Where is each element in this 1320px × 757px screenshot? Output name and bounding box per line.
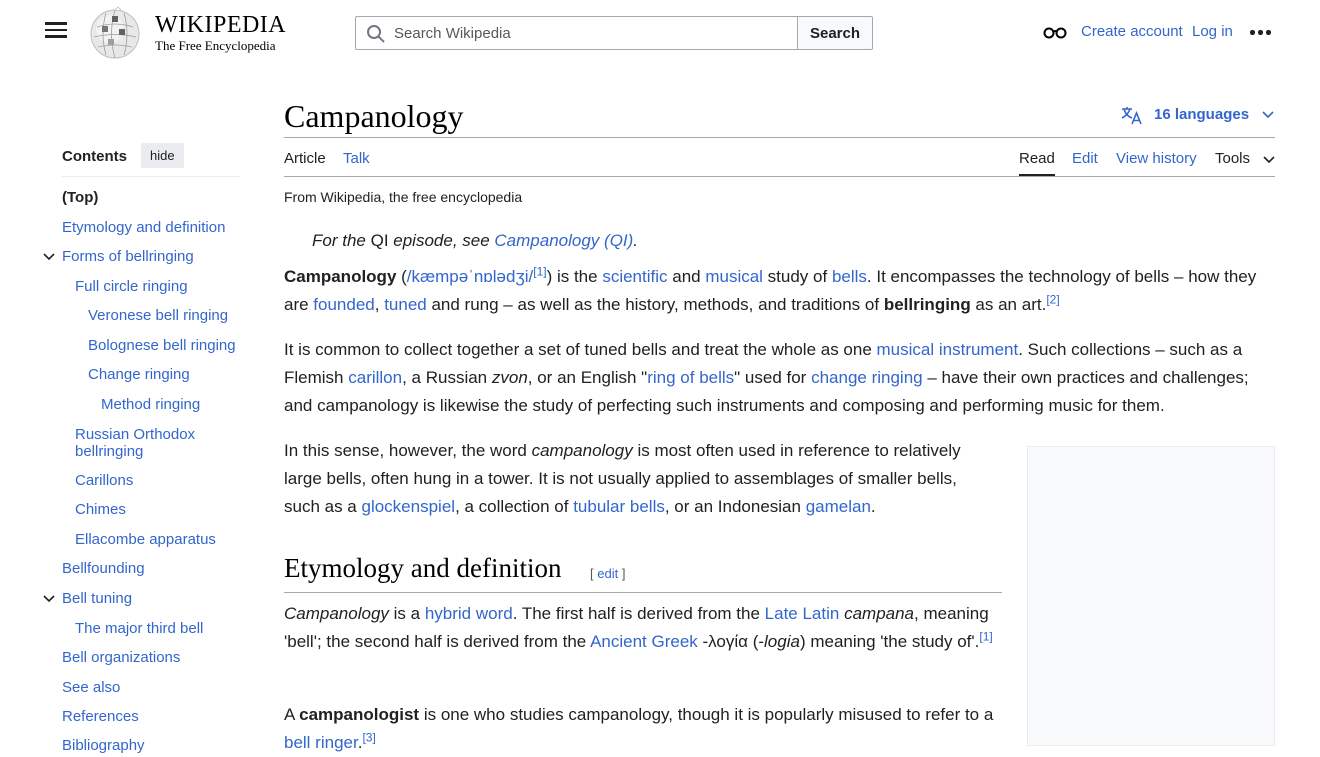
tab-article[interactable]: Article [284,150,326,167]
language-count: 16 languages [1154,106,1250,123]
hatnote-text: QI [370,231,389,250]
text: A [284,705,300,724]
search-box[interactable] [355,16,798,50]
article-link[interactable]: ring of bells [647,368,735,387]
intro-paragraph [284,263,1274,319]
chevron-down-icon[interactable] [1263,156,1275,164]
toc-item-see-also[interactable]: See also [62,679,121,696]
text: is most often used in reference to relatively large bells, often hung in a tower. It is not usually applied to assemblages of smaller bells, such as a [284,441,961,516]
toc-item-veronese[interactable]: Veronese bell ringing [88,307,229,324]
hatnote-link[interactable]: Campanology (QI) [494,231,634,250]
body-paragraph [284,600,1002,656]
toc-item-full-circle[interactable]: Full circle ringing [75,278,188,295]
ipa-link[interactable]: /kæmpəˈnɒlədʒi/ [406,267,534,286]
log-in-link[interactable]: Log in [1192,23,1233,40]
dot [1250,30,1255,35]
toc-item-method[interactable]: Method ringing [101,396,201,413]
body-paragraph [284,701,1002,757]
divider [284,176,1275,177]
dot [1266,30,1271,35]
text: as an art. [970,295,1047,314]
text: . [870,497,876,516]
text: , or an English " [527,368,648,387]
text: and rung – as well as the history, methods, and traditions of [426,295,884,314]
hamburger-line [45,35,67,38]
site-subtitle: From Wikipedia, the free encyclopedia [284,189,523,205]
article-link[interactable]: musical instrument [876,340,1019,359]
text: ( [396,267,407,286]
text: " used for [734,368,812,387]
search-button[interactable]: Search [797,16,873,50]
create-account-link[interactable]: Create account [1081,23,1183,40]
wikipedia-globe-icon[interactable] [88,7,142,59]
chevron-down-icon[interactable] [43,252,55,262]
toc-item-references[interactable]: References [62,708,139,725]
bold-term: Campanology [284,267,397,286]
toc-item-bolognese[interactable]: Bolognese bell ringing [88,337,236,354]
article-link[interactable]: bells [831,267,867,286]
toc-item-russian[interactable]: Russian Orthodox bellringing [75,426,196,460]
toc-item-bellfounding[interactable]: Bellfounding [62,560,145,577]
article-link[interactable]: founded [313,295,375,314]
hatnote-text: . [633,231,639,250]
dot [1258,30,1263,35]
article-link[interactable]: tuned [384,295,427,314]
article-link[interactable]: change ringing [811,368,923,387]
article-link[interactable]: bell ringer [284,733,358,752]
reference-link[interactable]: [3] [362,730,376,745]
italic-term: Campanology [284,604,389,623]
tab-talk[interactable]: Talk [343,150,370,167]
hatnote [312,231,638,251]
italic-term: campana [844,604,915,623]
site-header [0,0,1320,64]
infobox [1027,446,1275,746]
italic-term: campanology [531,441,633,460]
text: . The first half is derived from the [512,604,765,623]
text: . [357,733,363,752]
italic-term: logia [764,632,800,651]
toc-item-chimes[interactable]: Chimes [75,501,126,518]
bold-term: bellringing [883,295,971,314]
article-link[interactable]: hybrid word [424,604,513,623]
hamburger-line [45,22,67,25]
text: , a collection of [455,497,574,516]
article-link[interactable]: gamelan [805,497,871,516]
search-icon [366,24,386,44]
text: -λογία (- [697,632,765,651]
tab-read[interactable]: Read [1019,150,1055,167]
tab-edit[interactable]: Edit [1072,150,1098,167]
hamburger-line [45,29,67,32]
logo-tagline: The Free Encyclopedia [155,38,276,53]
article-link[interactable]: Ancient Greek [590,632,698,651]
main-menu-button[interactable] [40,18,72,46]
reference-link[interactable]: [1] [979,629,993,644]
reference-link[interactable]: [1] [533,264,547,279]
article-link[interactable]: musical [705,267,763,286]
text: is a [388,604,425,623]
toc-item-carillons[interactable]: Carillons [75,472,134,489]
body-paragraph [284,437,984,521]
text: It is common to collect together a set of tuned bells and treat the whole as one [284,340,877,359]
page-title: Campanology [284,98,464,134]
text: , meaning 'bell'; the second half is derived from the [284,604,989,651]
text: ) is the [546,267,603,286]
logo-wordmark[interactable]: WIKIPEDIA [155,12,287,38]
toc-item-etymology[interactable]: Etymology and definition [62,219,226,236]
text: , a Russian [402,368,492,387]
bold-term: campanologist [299,705,420,724]
tab-tools[interactable]: Tools [1215,150,1251,167]
more-options-icon[interactable] [1249,20,1273,44]
article-link[interactable]: Late Latin [764,604,840,623]
italic-term: zvon [491,368,528,387]
bracket: ] [618,566,626,581]
divider [62,176,240,177]
toc-item-ellacombe[interactable]: Ellacombe apparatus [75,531,216,548]
toc-item-major-third[interactable]: The major third bell [75,620,204,637]
translate-icon [1120,105,1144,125]
section-heading: Etymology and definition [284,553,562,583]
toc-hide-button[interactable]: hide [141,143,184,168]
divider [284,137,1275,138]
text: ) meaning 'the study of'. [799,632,980,651]
text: study of [762,267,832,286]
chevron-down-icon[interactable] [43,594,55,604]
article-link[interactable]: glockenspiel [361,497,456,516]
section-edit-link[interactable]: edit [597,566,619,581]
search-input[interactable] [394,23,784,43]
divider [284,592,1002,593]
tab-view-history[interactable]: View history [1116,150,1197,167]
toc-item-forms[interactable]: Forms of bellringing [62,248,194,265]
text: , [374,295,385,314]
text: In this sense, however, the word [284,441,532,460]
article-link[interactable]: scientific [602,267,668,286]
text: , or an Indonesian [664,497,806,516]
reference-link[interactable]: [2] [1046,292,1060,307]
text: – have their own practices and challenges; and campanology is likewise the study of perfecting such instruments and composing and performing music for them. [284,368,1249,415]
chevron-down-icon [1262,111,1274,119]
toc-item-bibliography[interactable]: Bibliography [62,737,145,754]
section-edit [590,566,625,581]
toc-heading: Contents [62,148,127,165]
hatnote-text: episode, see [388,231,495,250]
text: . It encompasses the technology of bells – how they are [284,267,1257,314]
body-paragraph [284,336,1275,420]
reading-glasses-icon[interactable] [1043,24,1067,40]
toc-item-organizations[interactable]: Bell organizations [62,649,181,666]
toc-item-top[interactable]: (Top) [62,189,99,206]
text: is one who studies campanology, though it is popularly misused to refer to a [419,705,994,724]
hatnote-text: For the [312,231,371,250]
article-link[interactable]: carillon [348,368,403,387]
bracket: [ [590,566,598,581]
text: . Such collections – such as a Flemish [284,340,1243,387]
toc-item-bell-tuning[interactable]: Bell tuning [62,590,133,607]
article-link[interactable]: tubular bells [573,497,665,516]
toc-item-change[interactable]: Change ringing [88,366,190,383]
text: and [667,267,706,286]
